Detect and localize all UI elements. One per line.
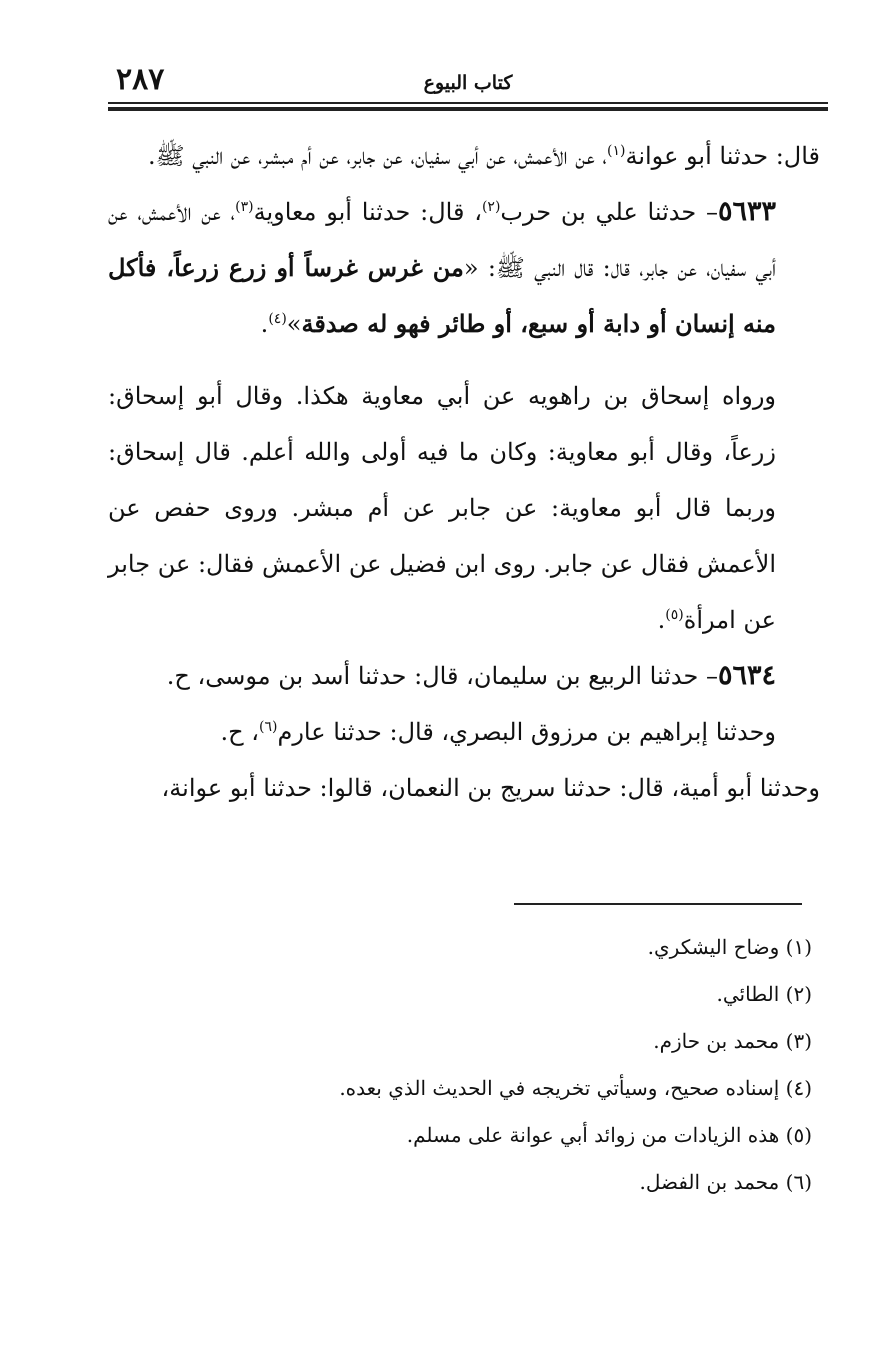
text-segment: وحدثنا إبراهيم بن مرزوق البصري، قال: حدثنا عارم: [277, 718, 776, 746]
page-header: [108, 62, 828, 102]
hadith-number: ٥٦٣٤: [717, 660, 776, 691]
hadith-number: ٥٦٣٣: [717, 196, 776, 227]
text-segment: ورواه إسحاق بن راهويه عن أبي معاوية هكذا. وقال أبو إسحاق: زرعاً، وقال أبو معاوية: وكان ما فيه أولى والله أعلم. قال إسحاق: وربما قال أبو معاوية: عن جابر عن أم مبشر. وروى حفص عن الأعمش فقال عن جابر. روى ابن فضيل عن الأعمش فقال: عن جابر عن امرأة: [108, 382, 776, 634]
footnote-1: (١) وضاح اليشكري.: [647, 935, 812, 959]
footnote-ref-6: (٦): [259, 719, 278, 735]
hadith-matn: من غرس غرساً أو زرع زرعاً، فأكل منه إنسان أو دابة أو سبع، أو طائر فهو له صدقة: [108, 253, 776, 338]
text-segment: .: [657, 606, 666, 634]
footnote-separator: [514, 903, 802, 905]
text-segment: وحدثنا أبو أمية، قال: حدثنا سريج بن النعمان، قالوا: حدثنا أبو عوانة،: [161, 774, 820, 802]
text-segment: – حدثنا علي بن حرب: [500, 198, 718, 226]
footnote-5: (٥) هذه الزيادات من زوائد أبي عوانة على مسلم.: [406, 1123, 812, 1147]
text-segment: .: [260, 310, 269, 338]
paragraph-isnad-2: [108, 704, 820, 760]
hadith-5634: [108, 648, 820, 704]
page-number: ٢٨٧: [116, 62, 165, 97]
book-title: كتاب البيوع: [423, 72, 513, 94]
main-text: [108, 128, 820, 816]
header-rule-thick: [108, 107, 828, 111]
text-segment: »: [286, 310, 302, 338]
footnote-ref-5: (٥): [665, 607, 684, 623]
footnote-ref-2: (٢): [481, 199, 501, 215]
text-segment: ، قال: حدثنا أبو معاوية: [253, 198, 482, 226]
footnote-ref-4: (٤): [268, 311, 287, 327]
footnote-ref-3: (٣): [235, 199, 254, 215]
text-segment: ، ح.: [220, 718, 260, 746]
text-segment: ، عن الأعمش، عن أبي سفيان، عن جابر، قال: قال النبي ﷺ: «: [108, 198, 777, 282]
footnote-3: (٣) محمد بن حازم.: [653, 1029, 812, 1053]
footnote-2: (٢) الطائي.: [716, 982, 812, 1006]
paragraph-commentary: [108, 368, 820, 648]
header-rule-thin: [108, 102, 828, 104]
text-segment: – حدثنا الربيع بن سليمان، قال: حدثنا أسد بن موسى، ح.: [166, 662, 718, 690]
footnote-ref-1: (١): [606, 143, 626, 159]
paragraph-isnad-3: [108, 760, 820, 816]
paragraph-continuation: [108, 128, 820, 184]
footnotes: [108, 924, 812, 1206]
text-segment: قال: حدثنا أبو عوانة: [625, 142, 820, 170]
footnote-6: (٦) محمد بن الفضل.: [639, 1170, 812, 1194]
hadith-5633: [108, 184, 820, 352]
text-segment: ، عن الأعمش، عن أبي سفيان، عن جابر، عن أم مبشر، عن النبي ﷺ.: [147, 142, 607, 170]
footnote-4: (٤) إسناده صحيح، وسيأتي تخريجه في الحديث الذي بعده.: [339, 1076, 812, 1100]
